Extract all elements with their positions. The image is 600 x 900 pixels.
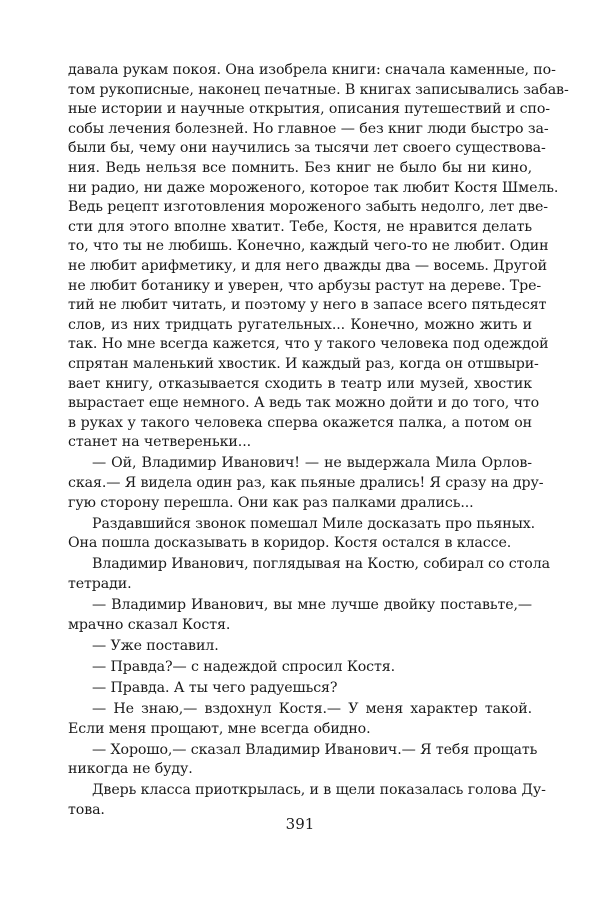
- text-line: Владимир Иванович, поглядывая на Костю, собирал со стола: [92, 556, 551, 573]
- text-line: тетради.: [68, 575, 132, 592]
- text-line: тий не любит читать, и поэтому у него в запасе всего пятьдесят: [68, 297, 547, 314]
- text-line: не любит арифметику, и для него дважды два — восемь. Другой: [68, 257, 547, 274]
- text-line: том рукописные, наконец печатные. В книгах записывались забав-: [68, 81, 569, 98]
- text-line: Она пошла досказывать в коридор. Костя остался в классе.: [68, 535, 512, 552]
- text-line: ская.— Я видела один раз, как пьяные дрались! Я сразу на дру-: [68, 474, 544, 491]
- text-line: станет на четвереньки...: [68, 434, 252, 451]
- body-text: [68, 61, 569, 821]
- text-line: вырастает еще немного. А ведь так можно дойти и до того, что: [68, 395, 540, 412]
- text-line: не любит ботанику и уверен, что арбузы растут на дереве. Тре-: [68, 277, 542, 294]
- text-line: так. Но мне всегда кажется, что у такого человека под одеждой: [68, 336, 549, 353]
- text-line: мрачно сказал Костя.: [68, 616, 231, 633]
- text-line: Если меня прощают, мне всегда обидно.: [68, 720, 371, 737]
- text-line: ные истории и научные открытия, описания путешествий и спо-: [68, 101, 550, 118]
- text-line: Ведь рецепт изготовления мороженого забыть недолго, лет две-: [68, 199, 548, 216]
- text-line: гую сторону перешла. Они как раз палками дрались...: [68, 494, 474, 511]
- text-line: давала рукам покоя. Она изобрела книги: сначала каменные, по-: [68, 62, 556, 78]
- text-line: — Ой, Владимир Иванович! — не выдержала Мила Орлов-: [92, 455, 532, 472]
- text-line: то, что ты не любишь. Конечно, каждый чего-то не любит. Один: [68, 238, 549, 255]
- text-line: — Правда?— с надеждой спросил Костя.: [92, 658, 396, 675]
- page-number: 391: [285, 815, 315, 833]
- text-line: — Не знаю,— вздохнул Костя.— У меня характер такой.: [92, 701, 532, 717]
- text-line: сти для этого вполне хватит. Тебе, Костя, не нравится делать: [68, 218, 532, 235]
- text-line: никогда не буду.: [68, 761, 193, 778]
- text-line: ни радио, ни даже мороженого, которое так любит Костя Шмель.: [68, 179, 559, 196]
- text-line: слов, из них тридцать ругательных... Конечно, можно жить и: [68, 316, 532, 333]
- text-line: — Правда. А ты чего радуешься?: [92, 679, 338, 696]
- text-line: были бы, чему они научились за тысячи лет своего существова-: [68, 140, 546, 157]
- text-line: — Уже поставил.: [92, 637, 219, 654]
- text-line: — Хорошо,— сказал Владимир Иванович.— Я тебя прощать: [92, 741, 538, 758]
- text-line: вает книгу, отказывается сходить в театр или музей, хвостик: [68, 375, 532, 392]
- text-line: — Владимир Иванович, вы мне лучше двойку поставьте,—: [92, 597, 532, 614]
- text-line: ния. Ведь нельзя все помнить. Без книг не было бы ни кино,: [68, 159, 532, 176]
- text-line: Дверь класса приоткрылась, и в щели показалась голова Ду-: [92, 782, 546, 799]
- text-line: собы лечения болезней. Но главное — без книг люди быстро за-: [68, 120, 549, 137]
- text-line: това.: [68, 801, 105, 818]
- text-line: в руках у такого человека сперва окажется палка, а потом он: [68, 414, 532, 431]
- text-line: спрятан маленький хвостик. И каждый раз, когда он отшвыри-: [68, 355, 539, 372]
- text-line: Раздавшийся звонок помешал Миле досказать про пьяных.: [92, 515, 536, 532]
